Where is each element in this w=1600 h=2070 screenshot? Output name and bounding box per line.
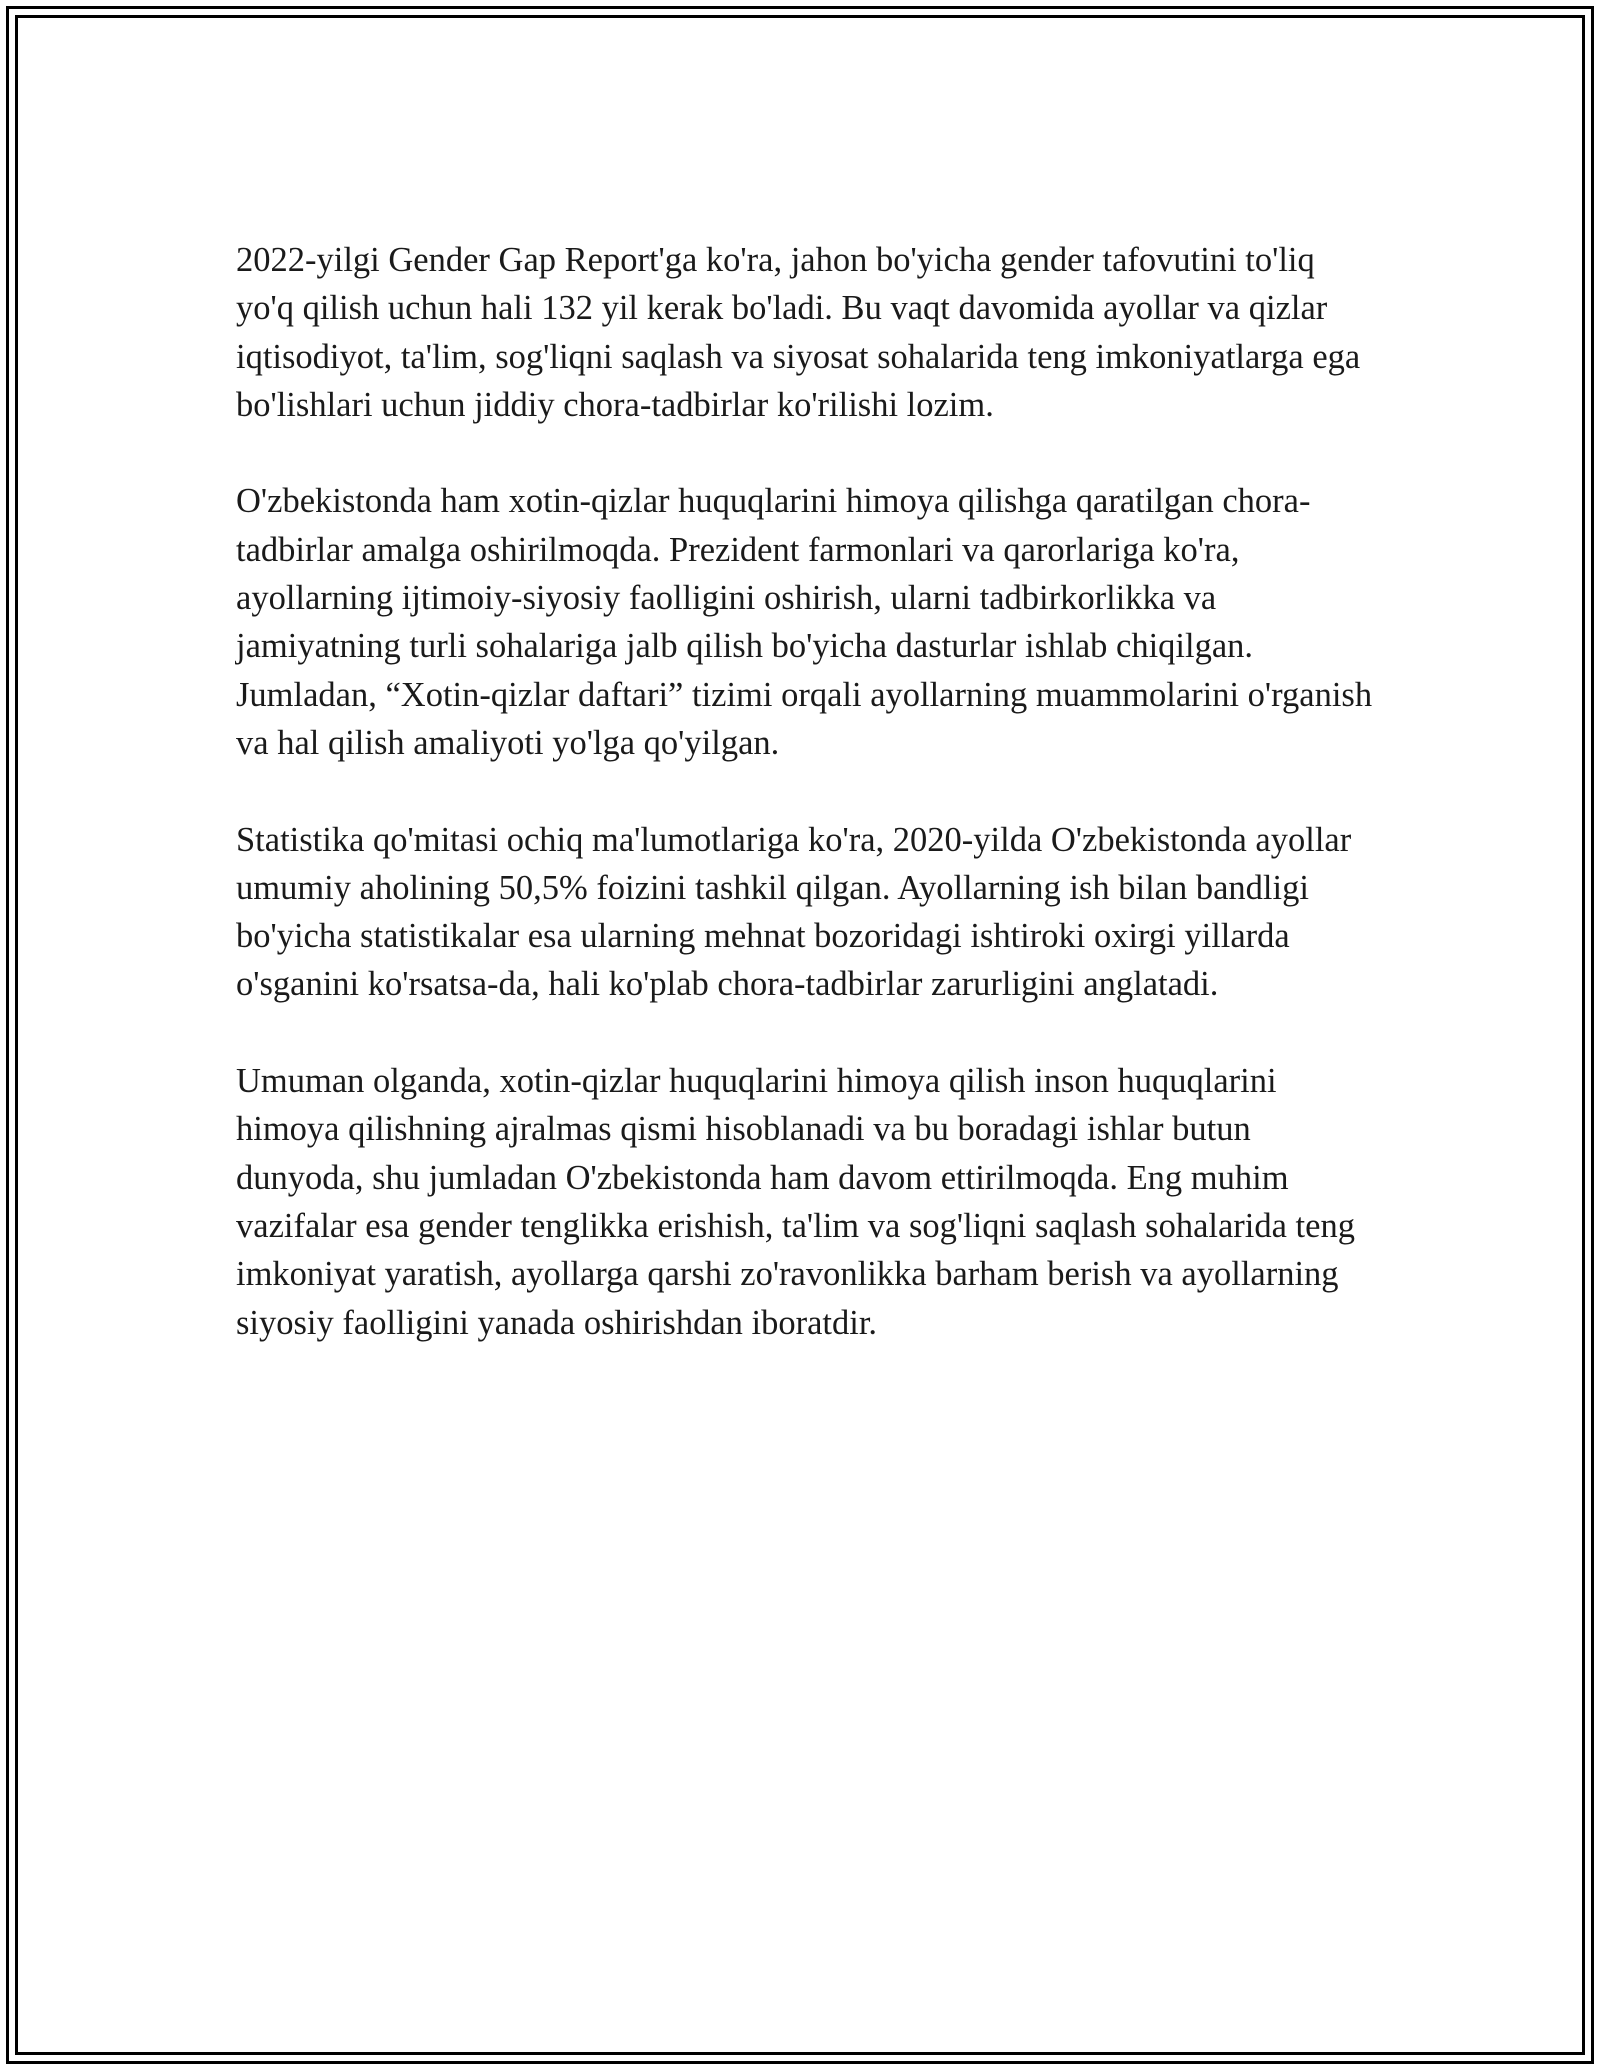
- paragraph-conclusion: Umuman olganda, xotin-qizlar huquqlarini himoya qilish inson huquqlarini himoya qilishning ajralmas qismi hisoblanadi va bu boradagi ishlar butun dunyoda, shu jumladan O'zbekistonda ham davom ettirilmoqda. Eng muhim vazifalar esa gender tenglikka erishish, ta'lim va sog'liqni saqlash sohalarida teng imkoniyat yaratish, ayollarga qarshi zo'ravonlikka barham berish va ayollarning siyosiy faolligini yanada oshirishdan iboratdir.: [236, 1062, 1355, 1342]
- document-body: [236, 236, 1376, 1347]
- paragraph-gender-gap-report: 2022-yilgi Gender Gap Report'ga ko'ra, jahon bo'yicha gender tafovutini to'liq yo'q qilish uchun hali 132 yil kerak bo'ladi. Bu vaqt davomida ayollar va qizlar iqtisodiyot, ta'lim, sog'liqni saqlash va siyosat sohalarida teng imkoniyatlarga ega bo'lishlari uchun jiddiy chora-tadbirlar ko'rilishi lozim.: [236, 241, 1361, 424]
- paragraph-uzbekistan-measures: O'zbekistonda ham xotin-qizlar huquqlarini himoya qilishga qaratilgan chora-tadbirlar amalga oshirilmoqda. Prezident farmonlari va qarorlariga ko'ra, ayollarning ijtimoiy-siyosiy faolligini oshirish, ularni tadbirkorlikka va jamiyatning turli sohalariga jalb qilish bo'yicha dasturlar ishlab chiqilgan. Jumladan, “Xotin-qizlar daftari” tizimi orqali ayollarning muammolarini o'rganish va hal qilish amaliyoti yo'lga qo'yilgan.: [236, 482, 1373, 762]
- paragraph-statistics: Statistika qo'mitasi ochiq ma'lumotlariga ko'ra, 2020-yilda O'zbekistonda ayollar umumiy aholining 50,5% foizini tashkil qilgan. Ayollarning ish bilan bandligi bo'yicha statistikalar esa ularning mehnat bozoridagi ishtiroki oxirgi yillarda o'sganini ko'rsatsa-da, hali ko'plab chora-tadbirlar zarurligini anglatadi.: [236, 820, 1352, 1004]
